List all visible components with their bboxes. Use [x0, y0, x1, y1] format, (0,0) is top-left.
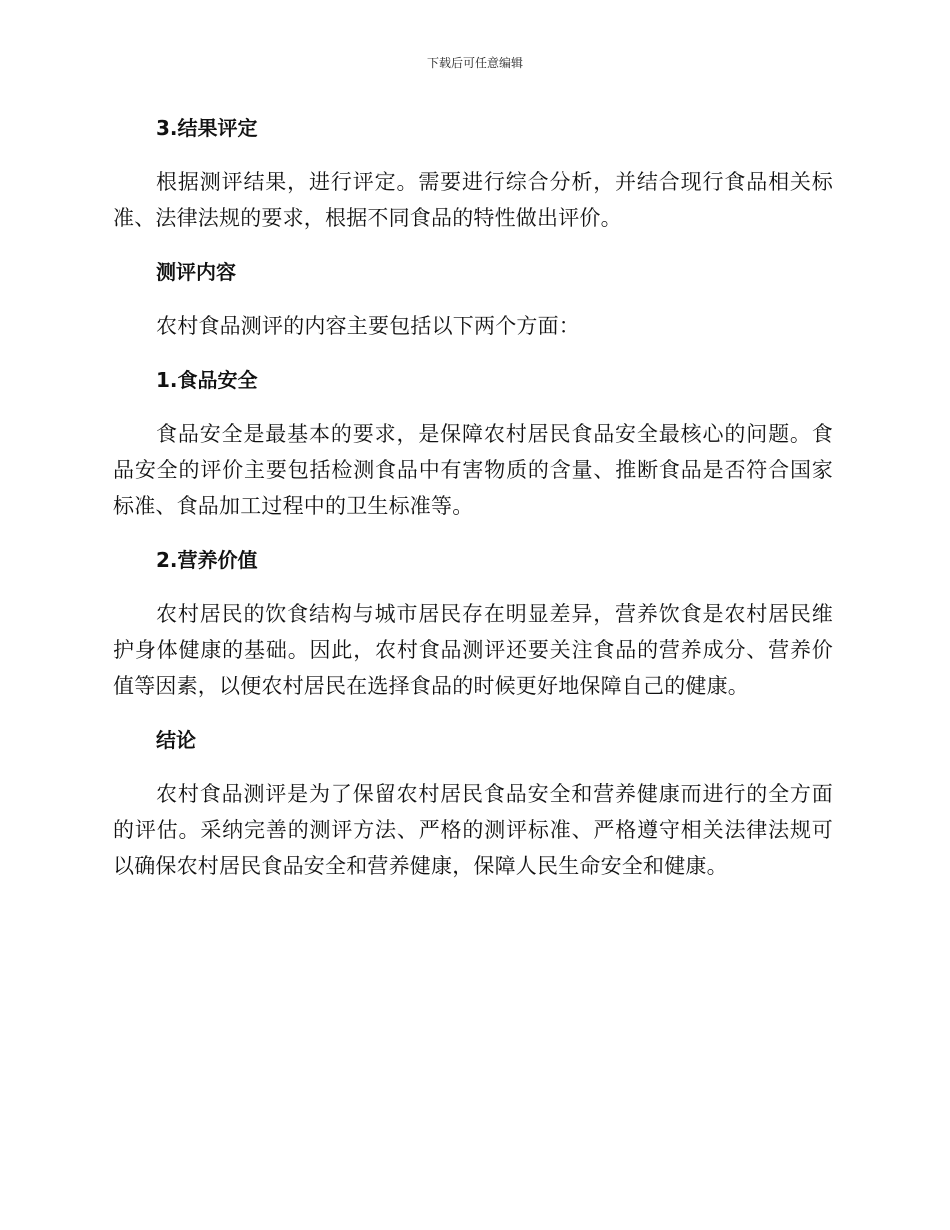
paragraph-conclusion: 农村食品测评是为了保留农村居民食品安全和营养健康而进行的全方面的评估。采纳完善的测评方法、严格的测评标准、严格遵守相关法律法规可以确保农村居民食品安全和营养健康，保障人民生命安全和健康。 [113, 782, 833, 878]
paragraph-food-safety: 食品安全是最基本的要求，是保障农村居民食品安全最核心的问题。食品安全的评价主要包括检测食品中有害物质的含量、推断食品是否符合国家标准、食品加工过程中的卫生标准等。 [113, 422, 833, 518]
paragraph-nutrition-value: 农村居民的饮食结构与城市居民存在明显差异，营养饮食是农村居民维护身体健康的基础。因此，农村食品测评还要关注食品的营养成分、营养价值等因素，以便农村居民在选择食品的时候更好地保障自己的健康。 [113, 602, 833, 698]
section-heading-result-evaluation: 3.结果评定 [156, 116, 258, 140]
section-heading-nutrition-value: 2.营养价值 [156, 548, 258, 572]
section-heading-food-safety: 1.食品安全 [156, 368, 258, 392]
section-heading-evaluation-content: 测评内容 [156, 260, 236, 284]
paragraph-evaluation-content: 农村食品测评的内容主要包括以下两个方面： [156, 314, 580, 338]
paragraph-result-evaluation: 根据测评结果，进行评定。需要进行综合分析，并结合现行食品相关标准、法律法规的要求，根据不同食品的特性做出评价。 [113, 170, 833, 230]
document-body [113, 110, 833, 902]
section-heading-conclusion: 结论 [156, 728, 196, 752]
page-header: 下载后可任意编辑 [426, 56, 523, 70]
